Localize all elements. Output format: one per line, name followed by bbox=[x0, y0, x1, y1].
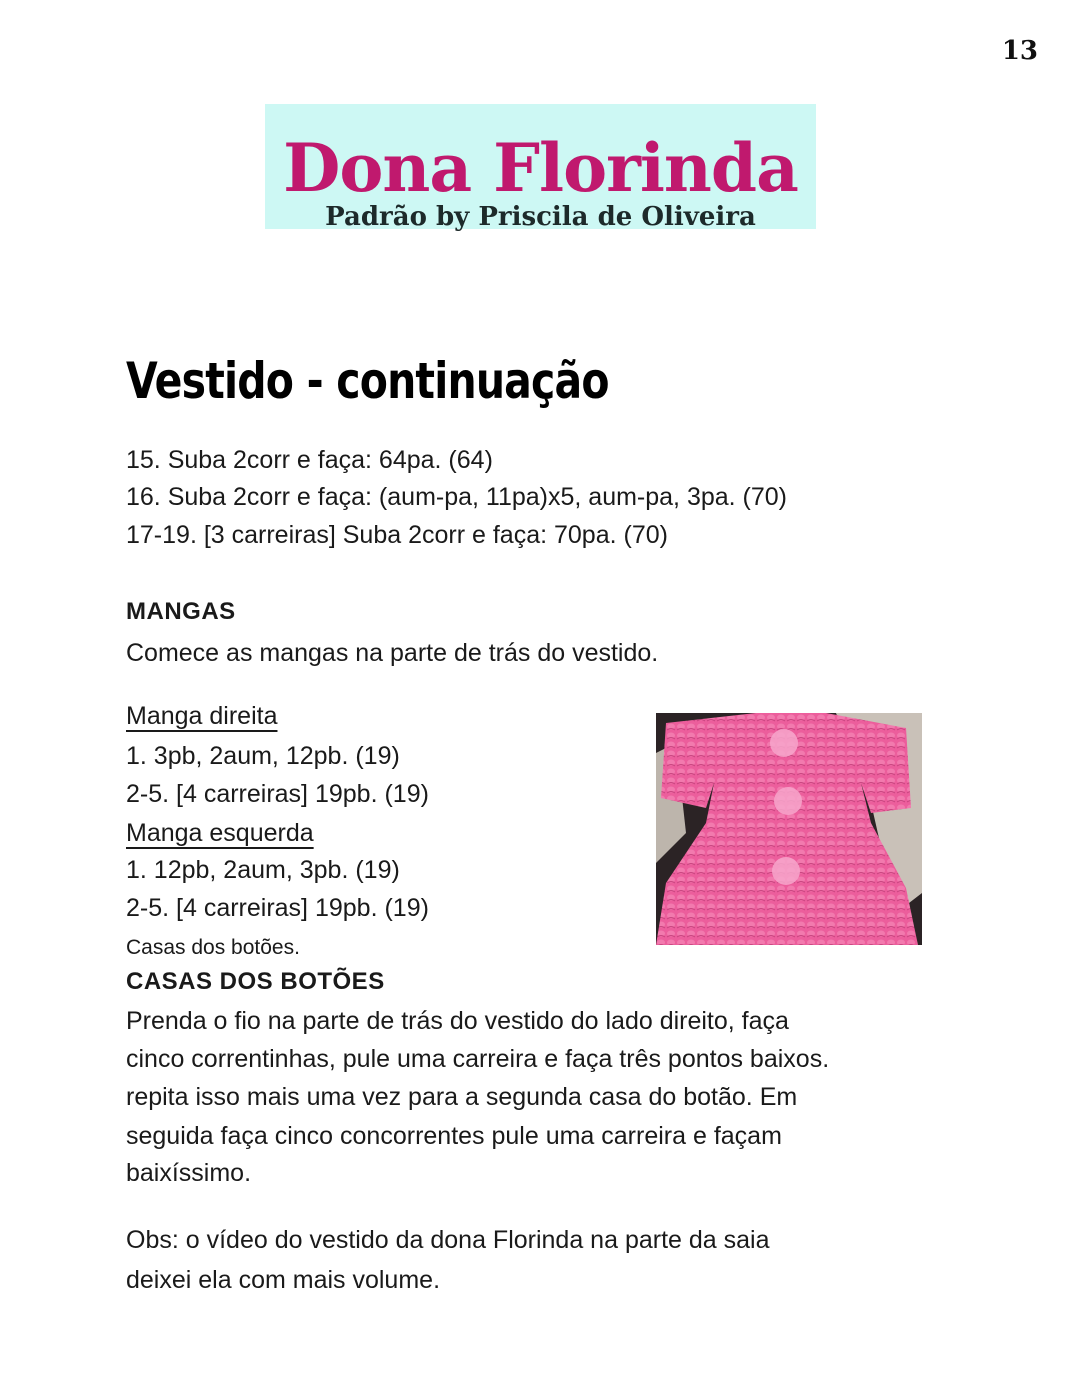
section-title: Vestido - continuação bbox=[126, 352, 609, 410]
paragraph-line: baixíssimo. bbox=[126, 1159, 252, 1187]
paragraph-line: seguida faça cinco concorrentes pule uma carreira e façam bbox=[126, 1122, 782, 1150]
paragraph-line: repita isso mais uma vez para a segunda casa do botão. Em bbox=[126, 1083, 798, 1111]
pattern-row: 2-5. [4 carreiras] 19pb. (19) bbox=[126, 780, 429, 808]
mangas-intro: Comece as mangas na parte de trás do vestido. bbox=[126, 639, 659, 667]
manga-esquerda-label: Manga esquerda bbox=[126, 819, 314, 847]
casas-heading: CASAS DOS BOTÕES bbox=[126, 968, 385, 995]
banner-title: Dona Florinda bbox=[283, 129, 798, 207]
obs-line: deixei ela com mais volume. bbox=[126, 1266, 441, 1294]
dress-photo bbox=[656, 713, 922, 945]
pattern-row: 17-19. [3 carreiras] Suba 2corr e faça: 70pa. (70) bbox=[126, 521, 668, 549]
pattern-row: 2-5. [4 carreiras] 19pb. (19) bbox=[126, 894, 429, 922]
paragraph-line: Prenda o fio na parte de trás do vestido do lado direito, faça bbox=[126, 1007, 789, 1035]
page-number: 13 bbox=[1001, 36, 1038, 66]
obs-line: Obs: o vídeo do vestido da dona Florinda na parte da saia bbox=[126, 1226, 770, 1254]
header-banner bbox=[265, 104, 816, 232]
pattern-row: 1. 12pb, 2aum, 3pb. (19) bbox=[126, 856, 400, 884]
pattern-row: 16. Suba 2corr e faça: (aum-pa, 11pa)x5, aum-pa, 3pa. (70) bbox=[126, 483, 788, 511]
photo-caption: Casas dos botões. bbox=[126, 936, 300, 959]
manga-direita-label: Manga direita bbox=[126, 702, 278, 730]
paragraph-line: cinco correntinhas, pule uma carreira e faça três pontos baixos. bbox=[126, 1045, 830, 1073]
pattern-row: 1. 3pb, 2aum, 12pb. (19) bbox=[126, 742, 400, 770]
mangas-heading: MANGAS bbox=[126, 598, 236, 625]
crochet-dress-image bbox=[656, 713, 922, 945]
pattern-row: 15. Suba 2corr e faça: 64pa. (64) bbox=[126, 446, 493, 474]
banner-subtitle: Padrão by Priscila de Oliveira bbox=[325, 202, 756, 232]
